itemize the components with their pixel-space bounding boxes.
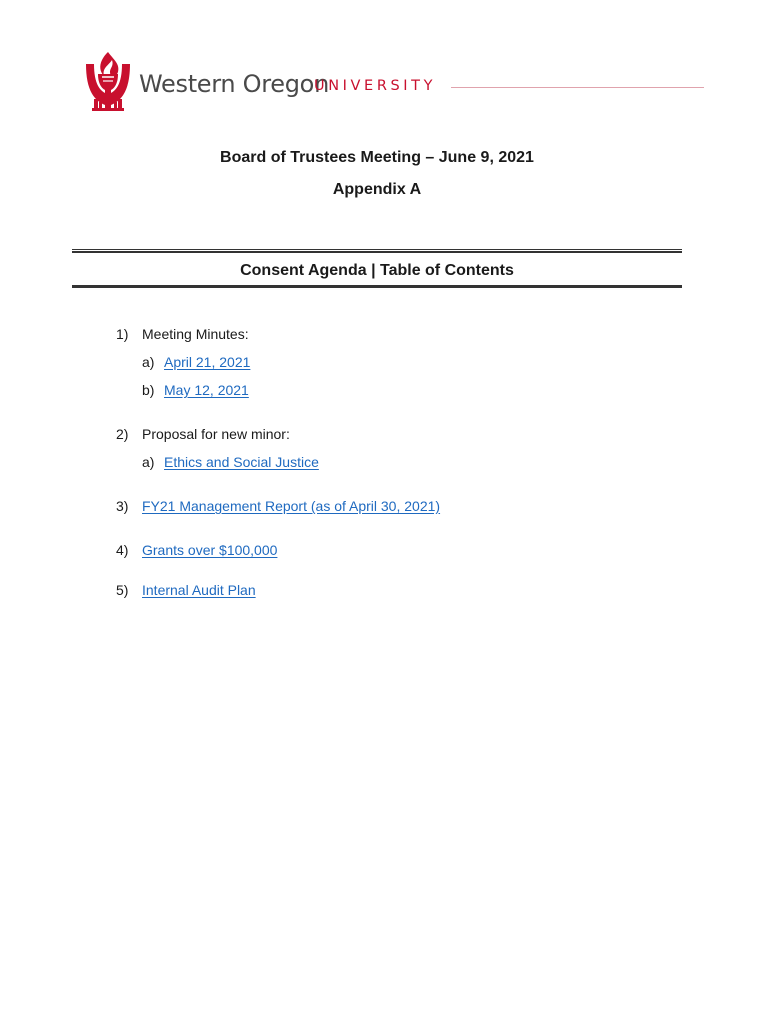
item-label: Proposal for new minor:	[142, 426, 290, 442]
sub-list-item	[142, 381, 676, 399]
link-ethics-minor[interactable]: Ethics and Social Justice	[164, 454, 319, 470]
sub-list-item	[142, 353, 676, 371]
list-item	[116, 497, 676, 515]
bottom-double-rule	[72, 285, 682, 288]
agenda-list	[116, 325, 676, 599]
torch-seal-icon	[80, 50, 136, 120]
link-grants[interactable]: Grants over $100,000	[142, 542, 278, 558]
link-management-report[interactable]: FY21 Management Report (as of April 30, 2021)	[142, 498, 441, 514]
toc-header-band	[72, 249, 682, 289]
university-logo	[80, 50, 704, 122]
toc-heading: Consent Agenda | Table of Contents	[240, 262, 514, 279]
link-may-minutes[interactable]: May 12, 2021	[164, 382, 249, 398]
brand-university: UNIVERSITY	[314, 78, 437, 94]
link-april-minutes[interactable]: April 21, 2021	[164, 354, 251, 370]
sub-letter: b)	[142, 382, 155, 398]
sub-list-item	[142, 453, 676, 471]
item-number: 3)	[116, 498, 129, 514]
top-double-rule	[72, 249, 682, 253]
item-number: 1)	[116, 326, 129, 342]
document-titles	[0, 148, 754, 200]
appendix-title: Appendix A	[332, 181, 422, 198]
list-item	[116, 425, 676, 443]
list-item	[116, 541, 676, 559]
meeting-title: Board of Trustees Meeting – June 9, 2021	[220, 149, 534, 166]
sub-letter: a)	[142, 354, 155, 370]
sub-letter: a)	[142, 454, 155, 470]
item-number: 5)	[116, 582, 129, 598]
item-number: 4)	[116, 542, 129, 558]
link-audit-plan[interactable]: Internal Audit Plan	[142, 582, 256, 598]
item-number: 2)	[116, 426, 129, 442]
header-rule	[451, 87, 704, 88]
list-item	[116, 581, 676, 599]
brand-name: Western Oregon	[139, 70, 329, 98]
list-item	[116, 325, 676, 343]
item-label: Meeting Minutes:	[142, 326, 249, 342]
